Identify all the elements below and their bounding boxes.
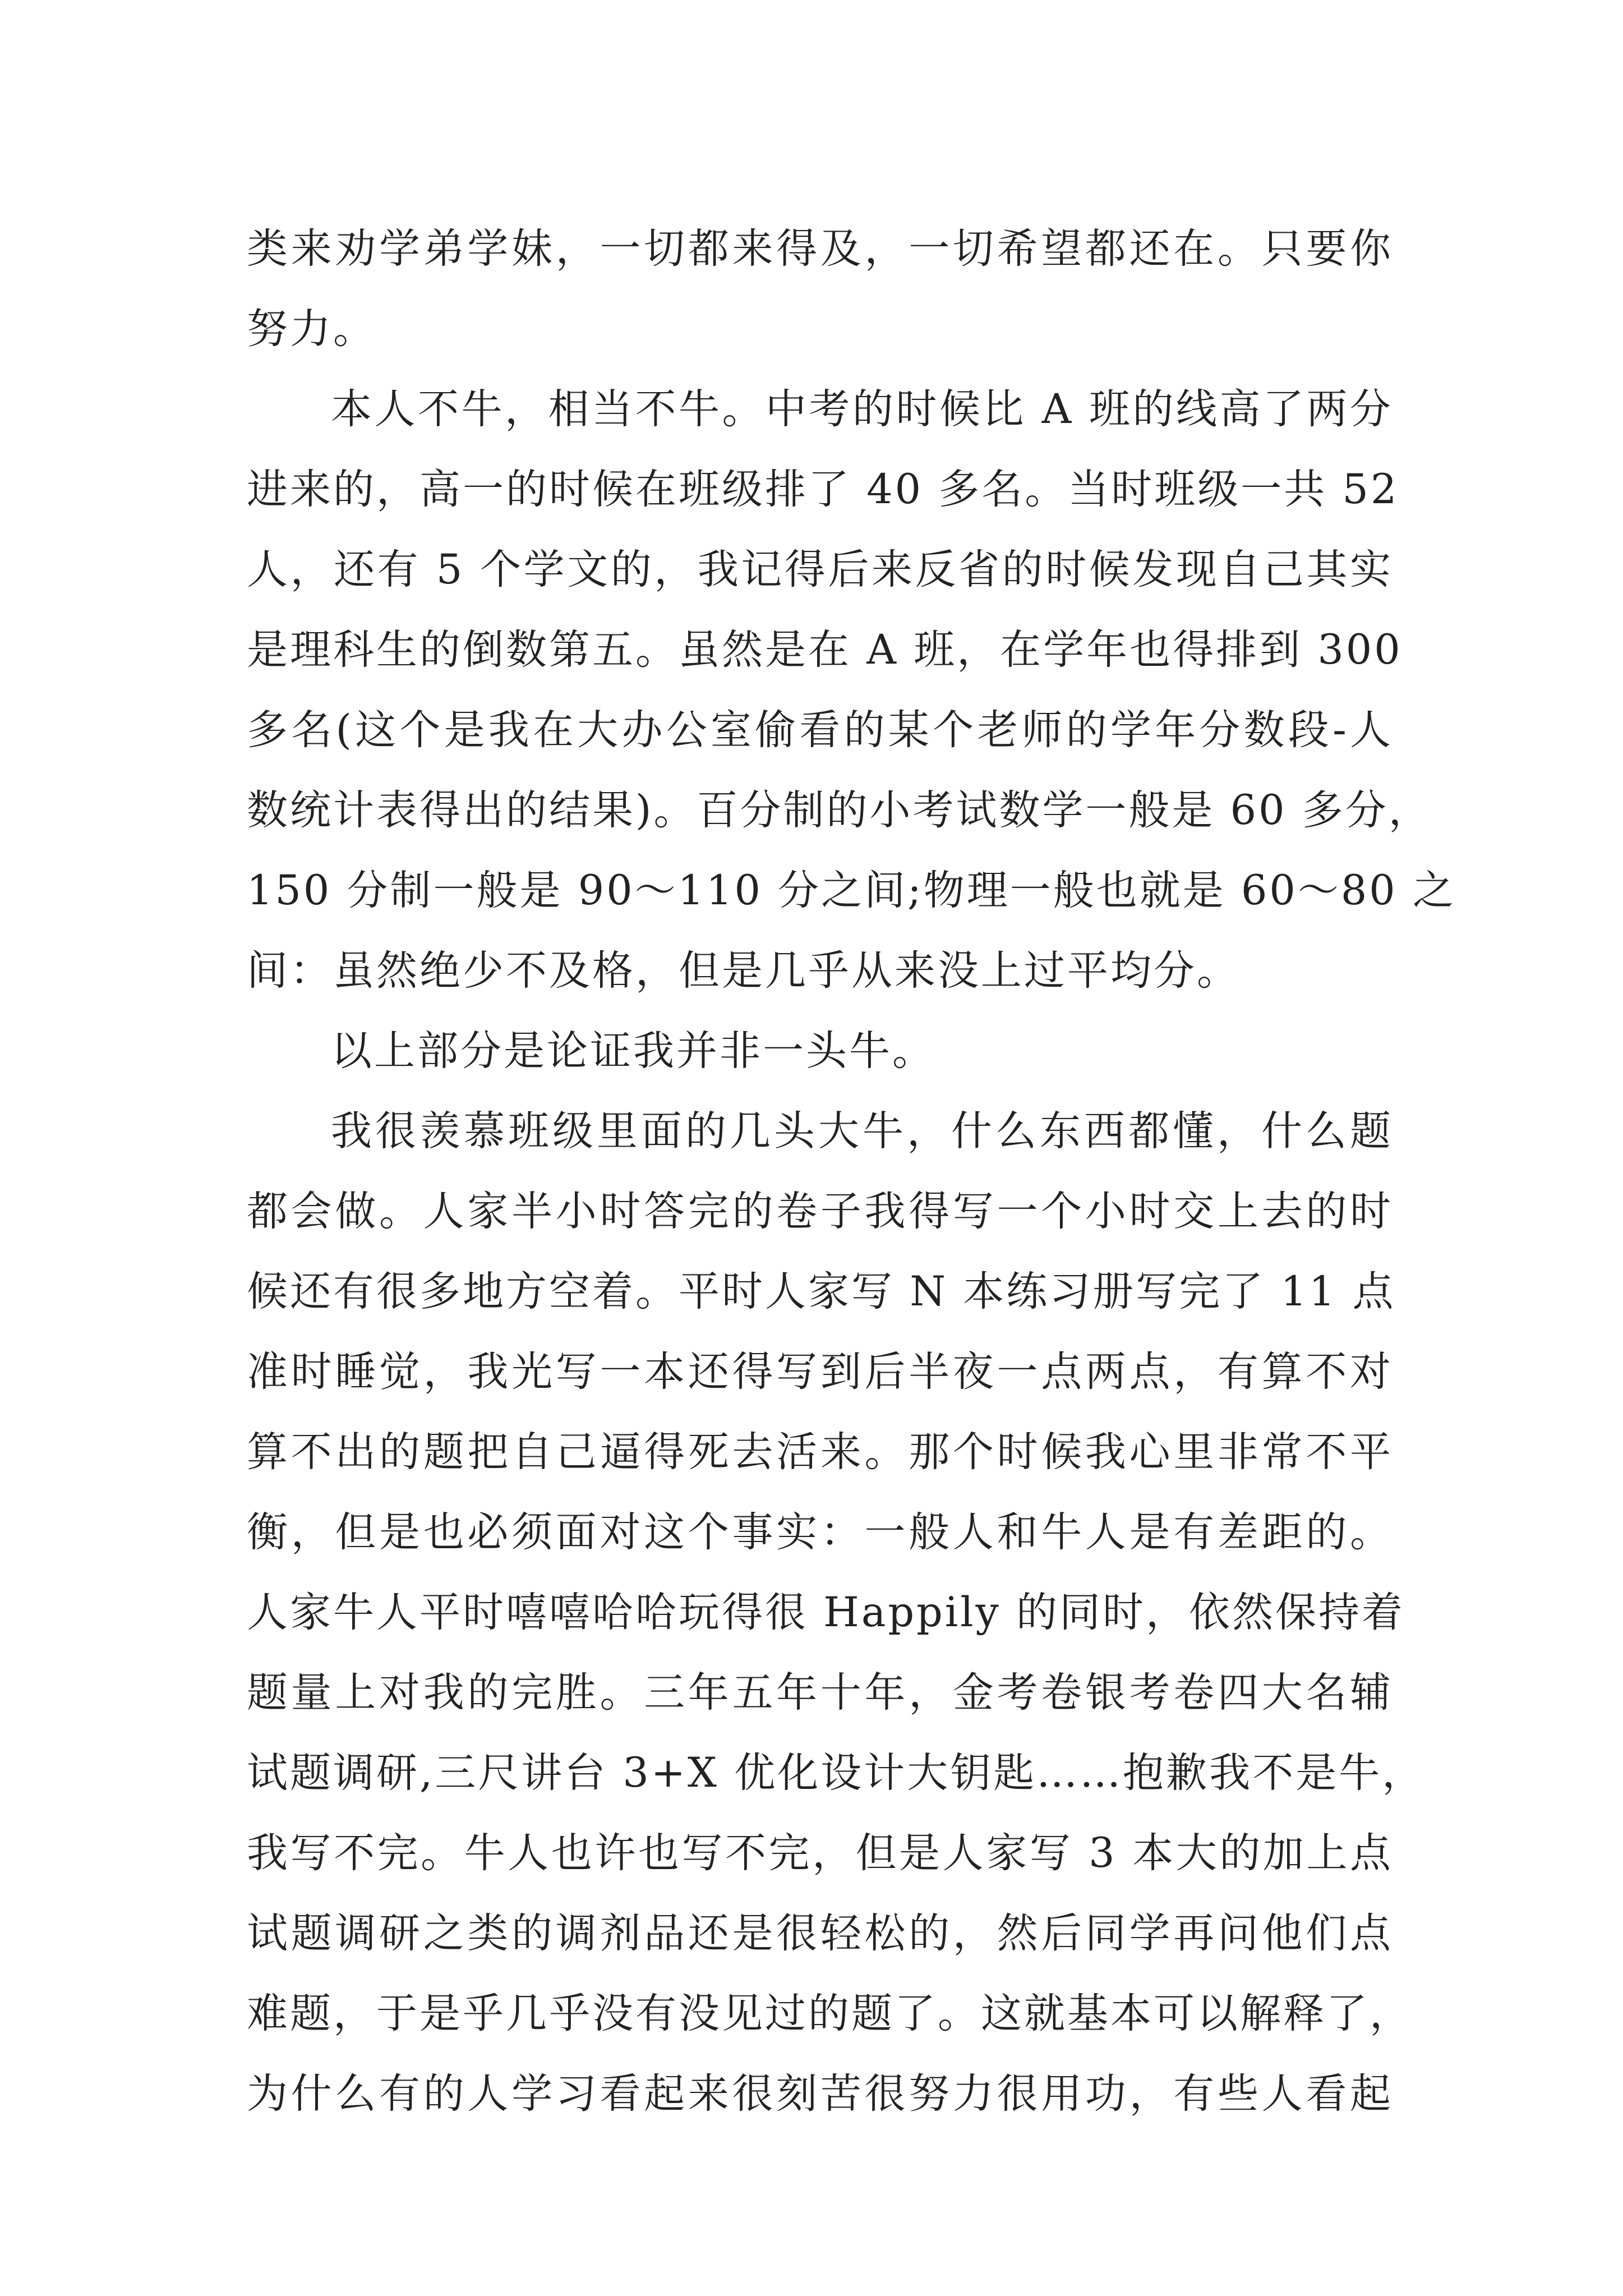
text-line: 进来的，高一的时候在班级排了 40 多名。当时班级一共 52 [247,466,1399,513]
text-line: 多名(这个是我在大办公室偷看的某个老师的学年分数段-人 [247,706,1393,754]
text-line: 试题调研之类的调剂品还是很轻松的，然后同学再问他们点 [247,1910,1393,1957]
text-line: 难题，于是乎几乎没有没见过的题了。这就基本可以解释了， [247,1990,1413,2037]
text-line: 候还有很多地方空着。平时人家写 N 本练习册写完了 11 点 [247,1268,1396,1315]
text-line: 类来劝学弟学妹，一切都来得及，一切希望都还在。只要你 [247,225,1393,273]
paragraph-start-line: 以上部分是论证我并非一头牛。 [331,1027,935,1075]
text-line: 间：虽然绝少不及格，但是几乎从来没上过平均分。 [247,947,1240,995]
text-line: 努力。 [247,305,376,353]
text-line: 衡，但是也必须面对这个事实：一般人和牛人是有差距的。 [247,1508,1393,1556]
paragraph-start-line: 我很羡慕班级里面的几头大牛，什么东西都懂，什么题 [331,1107,1393,1155]
text-line: 准时睡觉，我光写一本还得写到后半夜一点两点，有算不对 [247,1348,1393,1396]
text-line: 人，还有 5 个学文的，我记得后来反省的时候发现自己其实 [247,546,1393,593]
text-line: 算不出的题把自己逼得死去活来。那个时候我心里非常不平 [247,1428,1393,1476]
body-text [247,209,1456,2134]
text-line: 我写不完。牛人也许也写不完，但是人家写 3 本大的加上点 [247,1829,1393,1877]
text-line: 为什么有的人学习看起来很刻苦很努力很用功，有些人看起 [247,2070,1393,2118]
text-line: 是理科生的倒数第五。虽然是在 A 班，在学年也得排到 300 [247,626,1403,674]
text-line: 题量上对我的完胜。三年五年十年，金考卷银考卷四大名辅 [247,1669,1393,1717]
text-line: 都会做。人家半小时答完的卷子我得写一个小时交上去的时 [247,1188,1393,1235]
paragraph-start-line: 本人不牛，相当不牛。中考的时候比 A 班的线高了两分 [331,385,1393,433]
text-line: 150 分制一般是 90～110 分之间;物理一般也就是 60～80 之 [247,867,1456,914]
text-line: 人家牛人平时嘻嘻哈哈玩得很 Happily 的同时，依然保持着 [247,1589,1405,1636]
text-line: 数统计表得出的结果)。百分制的小考试数学一般是 60 多分， [247,786,1432,834]
text-line: 试题调研,三尺讲台 3+X 优化设计大钥匙……抱歉我不是牛， [247,1749,1426,1797]
